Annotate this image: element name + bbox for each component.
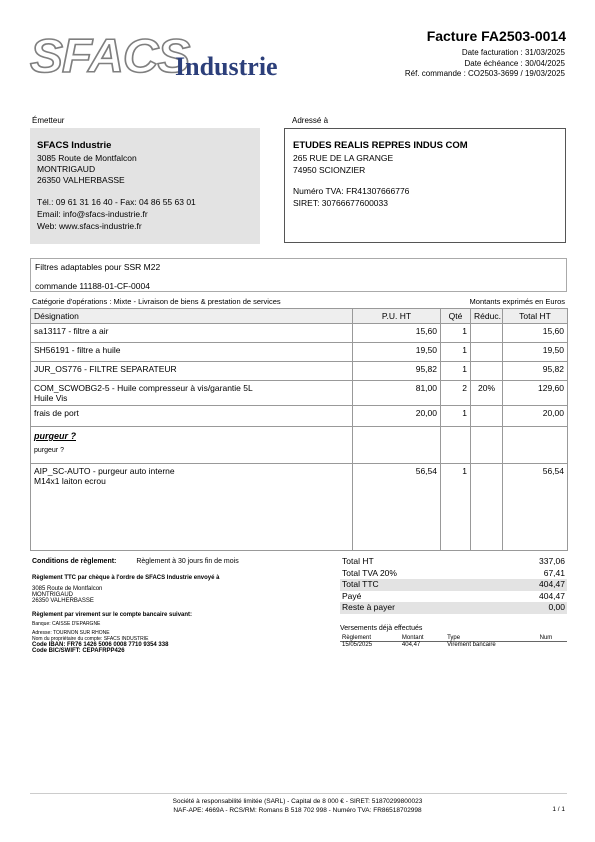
row-total: 95,82: [503, 362, 568, 381]
row-qty: 1: [441, 343, 471, 362]
total-value: 67,41: [543, 567, 565, 578]
row-designation-main: COM_SCWOBG2-5 - Huile compresseur à vis/garantie 5L: [34, 383, 253, 393]
payment-date: 15/05/2025: [342, 642, 373, 648]
empty-cell: [441, 427, 471, 464]
payment-type: Virement bancaire: [447, 642, 496, 648]
payments-block: [340, 625, 567, 648]
total-value: 404,47: [539, 590, 565, 601]
table-row: [31, 324, 568, 343]
emitter-address-line: 26350 VALHERBASSE: [37, 175, 125, 185]
row-designation: [31, 381, 353, 406]
section-subtitle: purgeur ?: [34, 447, 64, 454]
total-value: 404,47: [539, 579, 565, 589]
virement-title: Règlement par virement sur le compte bancaire suivant:: [32, 612, 193, 618]
row-designation-main: AIP_SC-AUTO - purgeur auto interne: [34, 466, 175, 476]
total-value: 0,00: [548, 602, 565, 612]
total-label: Total TVA 20%: [342, 567, 397, 578]
row-unit-price: 20,00: [353, 406, 441, 427]
payments-col-header: Montant: [400, 635, 445, 642]
table-row: [31, 381, 568, 406]
payments-col-header: Num: [538, 635, 567, 642]
row-discount: [471, 464, 503, 551]
total-value: 337,06: [539, 556, 565, 566]
bank-iban: Code IBAN: FR76 1426 5006 0008 7710 9354 338: [32, 642, 169, 648]
payment-conditions: [32, 558, 239, 654]
emitter-address-line: 3085 Route de Montfalcon: [37, 153, 137, 163]
payment-num: [538, 642, 567, 649]
bank-line: Nom du propriétaire du compte: SFACS INDUSTRIE: [32, 636, 149, 642]
total-ttc-row: [340, 579, 567, 591]
empty-cell: [353, 427, 441, 464]
row-designation: frais de port: [31, 406, 353, 427]
table-row: [31, 464, 568, 551]
recipient-label: Adressé à: [292, 116, 329, 125]
row-total: 19,50: [503, 343, 568, 362]
note-line: Filtres adaptables pour SSR M22: [35, 262, 161, 272]
row-unit-price: 81,00: [353, 381, 441, 406]
emitter-name: SFACS Industrie: [37, 140, 112, 151]
invoice-date: Date facturation : 31/03/2025: [461, 48, 565, 57]
row-total: 56,54: [503, 464, 568, 551]
footer-divider: [30, 793, 567, 794]
payment-amount: 404,47: [401, 642, 421, 648]
invoice-order-ref: Réf. commande : CO2503-3699 / 19/03/2025: [404, 69, 565, 78]
footer-line: Société à responsabilité limitée (SARL) - Capital de 8 000 € - SIRET: 51870299800023: [172, 798, 423, 805]
row-discount: 20%: [471, 381, 503, 406]
col-header-total: Total HT: [503, 309, 568, 324]
table-row: [31, 362, 568, 381]
footer-line: NAF-APE: 4669A - RCS/RM: Romans B 518 702 998 - Numéro TVA: FR86518702998: [173, 807, 422, 814]
logo-industrie-text: Industrie: [175, 52, 278, 81]
total-label: Total HT: [342, 556, 374, 566]
company-logo: [30, 30, 285, 82]
invoice-meta: [405, 48, 565, 80]
table-section-row: [31, 427, 568, 464]
total-ht-row: [340, 556, 567, 568]
recipient-address-line: 74950 SCIONZIER: [293, 165, 366, 175]
conditions-label: Conditions de règlement:: [32, 558, 117, 565]
note-line: commande 11188-01-CF-0004: [35, 281, 150, 291]
cheque-address-line: 3085 Route de Montfalcon: [32, 586, 103, 592]
payments-row: [340, 642, 567, 649]
row-designation: sa13117 - filtre a air: [31, 324, 353, 343]
row-designation-sub: M14x1 laiton ecrou: [34, 476, 106, 486]
payments-title: Versements déjà effectués: [340, 625, 423, 632]
row-qty: 1: [441, 362, 471, 381]
row-discount: [471, 324, 503, 343]
total-label: Reste à payer: [342, 602, 395, 612]
row-qty: 1: [441, 324, 471, 343]
row-designation: SH56191 - filtre a huile: [31, 343, 353, 362]
emitter-email[interactable]: Email: info@sfacs-industrie.fr: [37, 209, 148, 219]
row-qty: 1: [441, 406, 471, 427]
row-total: 20,00: [503, 406, 568, 427]
empty-cell: [471, 427, 503, 464]
remaining-row: [340, 602, 567, 614]
bank-line: Adresse: TOURNON SUR RHONE: [32, 630, 110, 636]
table-header-row: [31, 309, 568, 324]
table-row: [31, 406, 568, 427]
row-discount: [471, 343, 503, 362]
operation-category: Catégorie d'opérations : Mixte - Livraison de biens & prestation de services: [32, 297, 281, 306]
public-note-box: [30, 258, 567, 292]
cheque-address-line: MONTRIGAUD: [32, 592, 73, 598]
row-unit-price: 56,54: [353, 464, 441, 551]
empty-cell: [503, 427, 568, 464]
emitter-address-line: MONTRIGAUD: [37, 164, 96, 174]
recipient-name: ETUDES REALIS REPRES INDUS COM: [293, 140, 468, 151]
total-tva-row: [340, 568, 567, 580]
row-qty: 2: [441, 381, 471, 406]
payments-col-header: Règlement: [340, 635, 400, 642]
page-number: 1 / 1: [552, 806, 565, 813]
row-discount: [471, 406, 503, 427]
payments-table: [340, 635, 567, 648]
recipient-address-line: 265 RUE DE LA GRANGE: [293, 153, 394, 163]
items-table: [30, 308, 568, 551]
col-header-discount: Réduc.: [471, 309, 503, 324]
emitter-phone-fax: Tél.: 09 61 31 16 40 - Fax: 04 86 55 63 01: [37, 197, 196, 207]
row-unit-price: 15,60: [353, 324, 441, 343]
row-designation-sub: Huile Vis: [34, 393, 68, 403]
cheque-address-line: 26350 VALHERBASSE: [32, 598, 94, 604]
totals-block: [340, 556, 567, 614]
invoice-title: Facture FA2503-0014: [426, 28, 566, 44]
total-label: Payé: [342, 590, 362, 601]
row-designation: JUR_OS776 - FILTRE SEPARATEUR: [31, 362, 353, 381]
paid-row: [340, 591, 567, 603]
section-title: purgeur ?: [34, 431, 76, 441]
bank-bic: Code BIC/SWIFT: CEPAFRPP426: [32, 648, 125, 654]
row-designation: [31, 464, 353, 551]
invoice-due-date: Date échéance : 30/04/2025: [464, 58, 565, 68]
row-qty: 1: [441, 464, 471, 551]
recipient-siret: SIRET: 30766677600033: [293, 198, 388, 208]
emitter-label: Émetteur: [32, 116, 65, 125]
col-header-unit-price: P.U. HT: [353, 309, 441, 324]
payments-col-header: Type: [445, 635, 538, 642]
bank-line: Banque: CAISSE D'EPARGNE: [32, 621, 101, 627]
logo-sfacs-text: SFACS: [30, 29, 190, 82]
row-total: 129,60: [503, 381, 568, 406]
row-discount: [471, 362, 503, 381]
conditions-value: Règlement à 30 jours fin de mois: [136, 558, 239, 565]
total-label: Total TTC: [342, 579, 379, 589]
recipient-vat-number: Numéro TVA: FR41307666776: [293, 186, 410, 196]
section-cell: [31, 427, 353, 464]
row-total: 15,60: [503, 324, 568, 343]
table-row: [31, 343, 568, 362]
emitter-box: [30, 128, 260, 244]
col-header-designation: Désignation: [31, 309, 353, 324]
emitter-website[interactable]: Web: www.sfacs-industrie.fr: [37, 221, 142, 231]
row-unit-price: 19,50: [353, 343, 441, 362]
row-unit-price: 95,82: [353, 362, 441, 381]
recipient-box: [284, 128, 566, 243]
currency-note: Montants exprimés en Euros: [469, 297, 565, 306]
cheque-title: Règlement TTC par chèque à l'ordre de SFACS Industrie envoyé à: [32, 575, 220, 581]
col-header-qty: Qté: [441, 309, 471, 324]
footer: [0, 797, 595, 815]
